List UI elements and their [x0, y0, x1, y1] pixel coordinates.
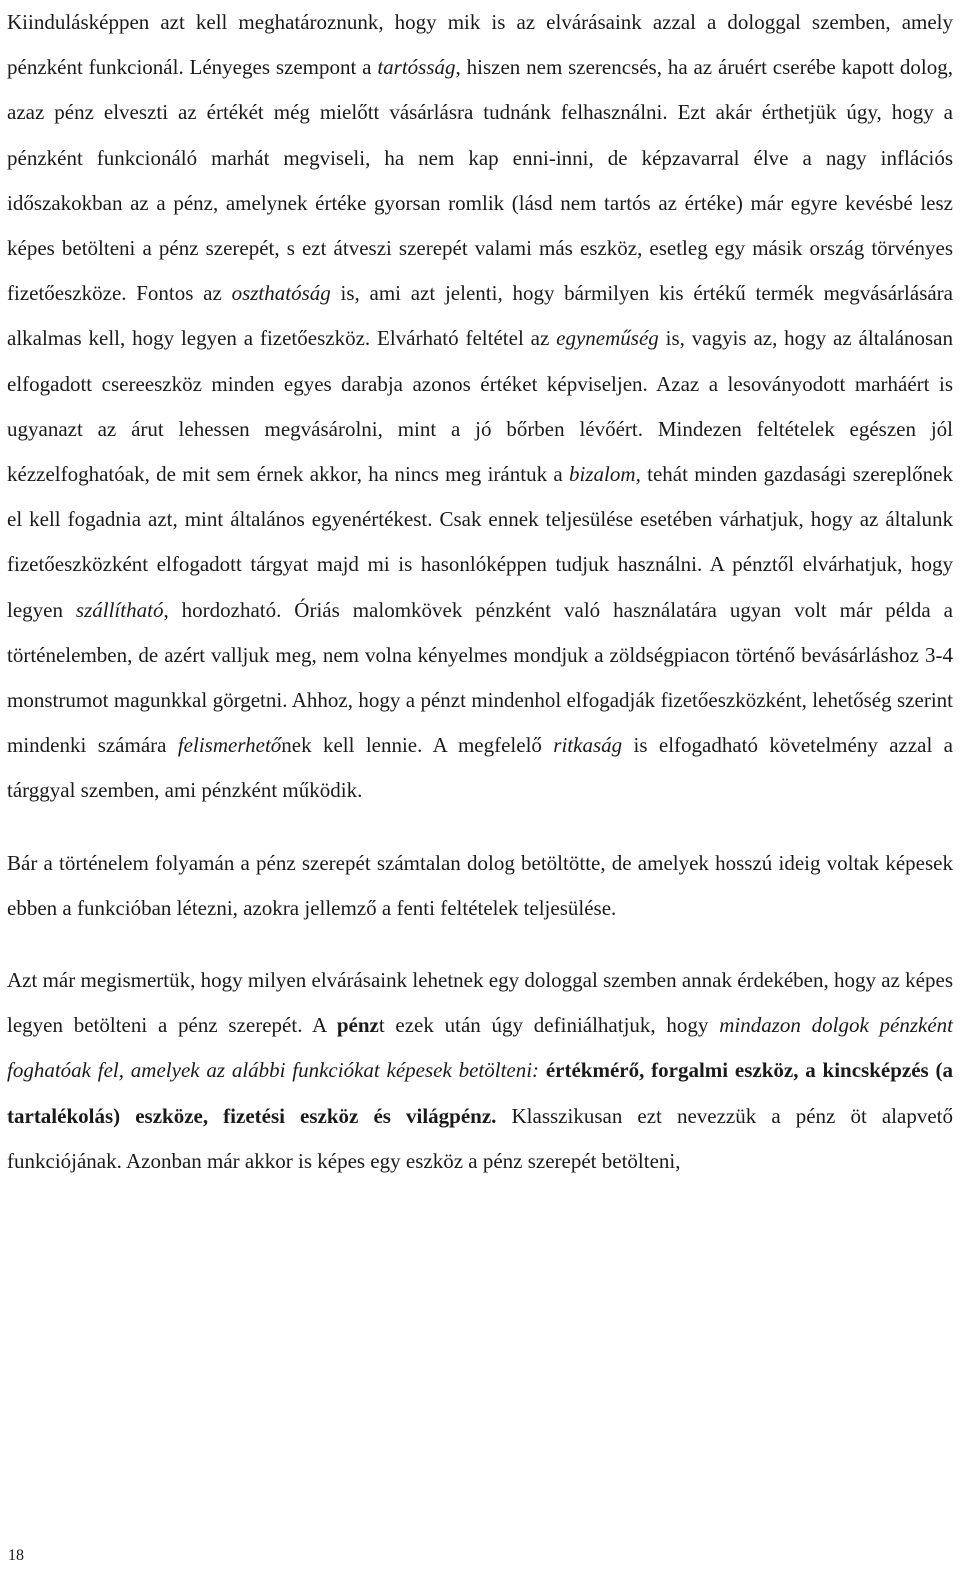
- document-page: [7, 0, 953, 1184]
- text-segment: bizalom: [569, 462, 636, 487]
- text-segment: ritkaság: [553, 733, 623, 758]
- text-segment: , tehát minden gazdasági szereplőnek el kell fogadnia azt, mint általános egyenértékest. Csak ennek teljesülése esetében várhatjuk, hogy az általunk fizetőeszközként elfogadott tárgyat majd mi is hasonlóképpen tudjuk használni. A pénztől elvárhatjuk, hogy legyen: [7, 462, 953, 622]
- text-segment: pénz: [336, 1013, 379, 1038]
- text-segment: Klasszikusan ezt nevezzük a pénz öt alapvető funkciójának. Azonban már akkor is képes egy eszköz a pénz szerepét betölteni,: [7, 1103, 953, 1173]
- text-segment: , hordozható. Óriás malomkövek pénzként való használatára ugyan volt már példa a történelemben, de azért valljuk meg, nem volna kényelmes mondjuk a zöldségpiacon történő bevásárláshoz 3-4 monstrumot magunkkal görgetni. Ahhoz, hogy a pénzt mindenhol elfogadják fizetőeszközként, lehetőség szerint mindenki számára: [7, 597, 953, 758]
- text-segment: Bár a történelem folyamán a pénz szerepét számtalan dolog betöltötte, de amelyek hosszú ideig voltak képesek ebben a funkcióban létezni, azokra jellemző a fenti feltételek teljesülése.: [7, 850, 953, 920]
- text-segment: Azt már megismertük, hogy milyen elvárásaink lehetnek egy dologgal szemben annak érdekében, hogy az képes legyen betölteni a pénz szerepét. A: [7, 968, 953, 1038]
- text-segment: értékmérő, forgalmi eszköz, a kincsképzés (a tartalékolás) eszköze, fizetési eszköz és világpénz.: [7, 1058, 953, 1128]
- text-segment: egyneműség: [556, 326, 659, 351]
- text-segment: Kiindulásképpen azt kell meghatároznunk, hogy mik is az elvárásaink azzal a dologgal szemben, amely pénzként funkcionál. Lényeges szempont a: [7, 10, 953, 80]
- paragraph-1: [7, 0, 953, 814]
- text-segment: szállítható: [75, 597, 164, 622]
- text-segment: nek kell lennie. A megfelelő: [281, 733, 554, 758]
- text-segment: t ezek után úgy definiálhatjuk, hogy: [378, 1013, 720, 1038]
- text-segment: oszthatóság: [231, 281, 331, 306]
- text-segment: felismerhető: [177, 733, 282, 758]
- paragraph-3: [7, 958, 953, 1184]
- text-segment: is elfogadható követelmény azzal a tárggyal szemben, ami pénzként működik.: [7, 733, 953, 803]
- paragraph-2: [7, 841, 953, 931]
- text-segment: tartósság: [377, 55, 456, 80]
- text-segment: mindazon dolgok pénzként foghatóak fel, amelyek az alábbi funkciókat képesek betölteni:: [7, 1013, 953, 1083]
- page-number: 18: [8, 1547, 24, 1564]
- text-segment: is, ami azt jelenti, hogy bármilyen kis értékű termék megvásárlására alkalmas kell, hogy legyen a fizetőeszköz. Elvárható feltétel az: [7, 281, 954, 351]
- text-segment: , hiszen nem szerencsés, ha az áruért cserébe kapott dolog, azaz pénz elveszti az értékét még mielőtt vásárlásra tudnánk felhasználni. Ezt akár érthetjük úgy, hogy a pénzként funkcionáló marhát megviseli, ha nem kap enni-inni, de képzavarral élve a nagy inflációs időszakokban az a pénz, amelynek értéke gyorsan romlik (lásd nem tartós az értéke) már egyre kevésbé lesz képes betölteni a pénz szerepét, s ezt átveszi szerepét valami más eszköz, esetleg egy másik ország törvényes fizetőeszköze. Fontos az: [7, 55, 953, 306]
- text-segment: is, vagyis az, hogy az általánosan elfogadott csereeszköz minden egyes darabja azonos értéket képviseljen. Azaz a lesoványodott marháért is ugyanazt az árut lehessen megvásárolni, mint a jó bőrben lévőért. Mindezen feltételek egészen jól kézzelfoghatóak, de mit sem érnek akkor, ha nincs meg irántuk a: [7, 326, 954, 487]
